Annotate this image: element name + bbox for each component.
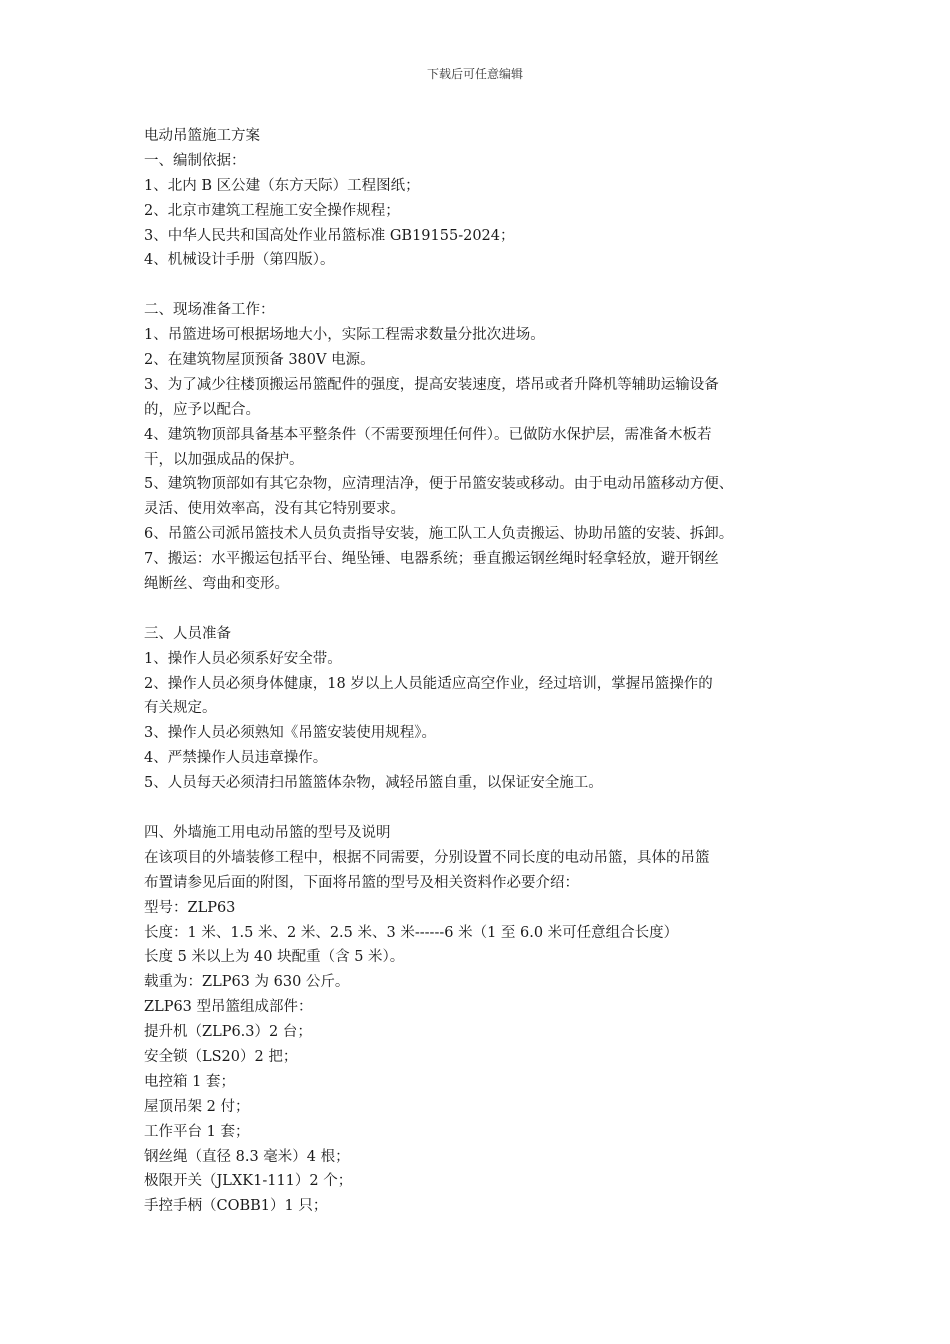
list-item: 1、北内 B 区公建（东方天际）工程图纸；: [144, 177, 420, 194]
blank-line: [144, 273, 824, 298]
component-item: 极限开关（JLXK1-111）2 个；: [144, 1173, 353, 1190]
list-item: 4、机械设计手册（第四版）。: [144, 252, 335, 269]
list-item: 4、严禁操作人员违章操作。: [144, 750, 328, 767]
list-item: 2、北京市建筑工程施工安全操作规程；: [144, 202, 400, 219]
list-item: 1、操作人员必须系好安全带。: [144, 650, 342, 667]
blank-line: [144, 597, 824, 622]
paragraph-line: 在该项目的外墙装修工程中，根据不同需要，分别设置不同长度的电动吊篮，具体的吊篮: [144, 849, 710, 866]
list-item: 7、搬运：水平搬运包括平台、绳坠锤、电器系统；垂直搬运钢丝绳时轻拿轻放，避开钢丝: [144, 551, 719, 568]
document-title: 电动吊篮施工方案: [144, 128, 260, 144]
list-item: 3、中华人民共和国高处作业吊篮标准 GB19155-2024；: [144, 227, 515, 244]
list-item: 2、在建筑物屋顶预备 380V 电源。: [144, 352, 375, 369]
section-heading-models: 四、外墙施工用电动吊篮的型号及说明: [144, 824, 391, 841]
spec-line: 型号：ZLP63: [144, 899, 236, 916]
list-item: 4、建筑物顶部具备基本平整条件（不需要预埋任何件）。已做防水保护层，需准备木板若: [144, 426, 712, 443]
list-item: 3、为了减少往楼顶搬运吊篮配件的强度，提高安装速度，塔吊或者升降机等辅助运输设备: [144, 376, 719, 393]
blank-line: [144, 796, 824, 821]
list-item-continuation: 绳断丝、弯曲和变形。: [144, 576, 289, 593]
paragraph-line: 布置请参见后面的附图，下面将吊篮的型号及相关资料作必要介绍：: [144, 874, 579, 891]
list-item-continuation: 的，应予以配合。: [144, 401, 260, 418]
component-item: 手控手柄（COBB1）1 只；: [144, 1198, 328, 1215]
spec-line: ZLP63 型吊篮组成部件：: [144, 999, 313, 1016]
spec-line: 长度 5 米以上为 40 块配重（含 5 米）。: [144, 949, 405, 966]
component-item: 提升机（ZLP6.3）2 台；: [144, 1024, 312, 1041]
list-item-continuation: 有关规定。: [144, 700, 217, 717]
section-heading-site-preparation: 二、现场准备工作：: [144, 302, 275, 319]
section-heading-personnel: 三、人员准备: [144, 625, 231, 642]
component-item: 钢丝绳（直径 8.3 毫米）4 根；: [144, 1148, 350, 1165]
list-item: 6、吊篮公司派吊篮技术人员负责指导安装，施工队工人负责搬运、协助吊篮的安装、拆卸。: [144, 526, 734, 543]
list-item-continuation: 灵活、使用效率高，没有其它特别要求。: [144, 501, 405, 518]
list-item: 1、吊篮进场可根据场地大小，实际工程需求数量分批次进场。: [144, 327, 545, 344]
list-item: 3、操作人员必须熟知《吊篮安装使用规程》。: [144, 725, 436, 742]
list-item-continuation: 干，以加强成品的保护。: [144, 451, 304, 468]
component-item: 屋顶吊架 2 付；: [144, 1098, 250, 1115]
list-item: 5、建筑物顶部如有其它杂物，应清理洁净，便于吊篮安装或移动。由于电动吊篮移动方便、: [144, 476, 734, 493]
component-item: 电控箱 1 套；: [144, 1073, 235, 1090]
list-item: 5、人员每天必须清扫吊篮篮体杂物，减轻吊篮自重，以保证安全施工。: [144, 775, 603, 792]
list-item: 2、操作人员必须身体健康，18 岁以上人员能适应高空作业，经过培训，掌握吊篮操作的: [144, 675, 713, 692]
component-item: 安全锁（LS20）2 把；: [144, 1048, 298, 1065]
component-item: 工作平台 1 套；: [144, 1123, 250, 1140]
spec-line: 载重为：ZLP63 为 630 公斤。: [144, 974, 350, 991]
section-heading-basis: 一、编制依据：: [144, 152, 246, 169]
document-body: [144, 124, 824, 1219]
page-header: 下载后可任意编辑: [426, 67, 523, 81]
spec-line: 长度：1 米、1.5 米、2 米、2.5 米、3 米------6 米（1 至 6.0 米可任意组合长度）: [144, 924, 679, 941]
